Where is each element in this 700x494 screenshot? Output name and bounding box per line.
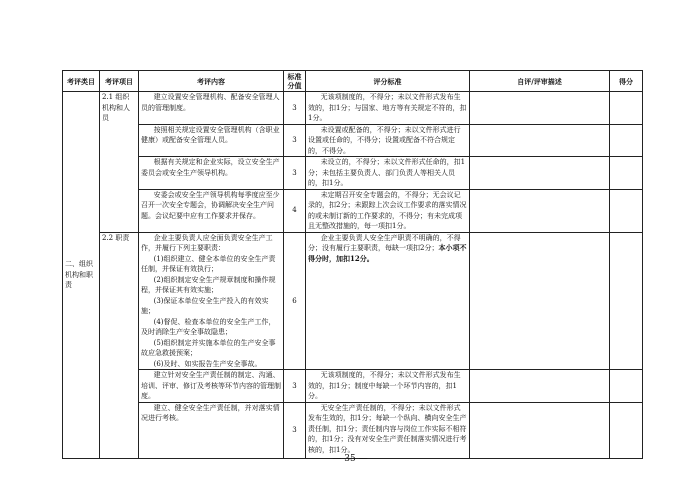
criteria-cell: 未设置或配备的，不得分；未以文件形式进行设置或任命的，不得分；设置或配备不符合规定的，不得分。	[306, 124, 470, 157]
points-cell[interactable]	[610, 92, 643, 125]
criteria-cell: 未定期召开安全专题会的，不得分；无会议记录的，扣2分；未跟踪上次会议工作要求的落实情况的或未制订新的工作要求的，不得分；有未完成项且无整改措施的，每一项扣1分。	[306, 189, 470, 232]
table-row	[63, 92, 643, 125]
score-cell: 3	[284, 370, 306, 403]
self-eval-cell[interactable]	[470, 92, 610, 125]
points-cell[interactable]	[610, 189, 643, 232]
self-eval-cell[interactable]	[470, 157, 610, 190]
score-cell: 3	[284, 402, 306, 458]
table-row	[63, 232, 643, 370]
header-self-eval: 自评/评审描述	[470, 71, 610, 92]
table-row	[63, 157, 643, 190]
content-line: (2)组织制定安全生产规章制度和操作规程，并保证其有效实施；	[141, 275, 276, 294]
content-cell: 安委会或安全生产领导机构每季度应至少召开一次安全专题会，协调解决安全生产问题。会议纪要中应有工作要求并保存。	[139, 189, 284, 232]
content-line: (4)督促、检查本单位的安全生产工作，及时消除生产安全事故隐患；	[141, 317, 276, 336]
header-score: 标准分值	[284, 71, 306, 92]
header-criteria: 评分标准	[306, 71, 470, 92]
self-eval-cell[interactable]	[470, 189, 610, 232]
content-line: 企业主要负责人应全面负责安全生产工作，并履行下列主要职责：	[141, 233, 273, 252]
content-cell: 建立设置安全管理机构、配备安全管理人员的管理制度。	[139, 92, 284, 125]
content-line: (1)组织建立、健全本单位的安全生产责任制，并保证有效执行；	[141, 254, 276, 273]
criteria-cell: 无该项制度的，不得分；未以文件形式发布生效的，扣1分；制度中每缺一个环节内容的，扣1分。	[306, 370, 470, 403]
score-cell: 6	[284, 232, 306, 370]
evaluation-sheet	[62, 70, 642, 459]
header-points: 得分	[610, 71, 643, 92]
self-eval-cell[interactable]	[470, 124, 610, 157]
page-number: — 35 —	[332, 454, 368, 464]
category-cell: 二、组织机构和职责	[63, 92, 100, 459]
content-line: (5)组织制定并实施本单位的生产安全事故应急救援预案；	[141, 338, 276, 357]
points-cell[interactable]	[610, 402, 643, 458]
score-cell: 3	[284, 92, 306, 125]
self-eval-cell[interactable]	[470, 402, 610, 458]
item-cell-2-2: 2.2 职责	[100, 232, 139, 458]
score-cell: 4	[284, 189, 306, 232]
table-row	[63, 189, 643, 232]
self-eval-cell[interactable]	[470, 232, 610, 370]
content-line: (6)及时、如实报告生产安全事故。	[153, 359, 262, 368]
content-cell: 按照相关规定设置安全管理机构（含职业健康）或配备安全管理人员。	[139, 124, 284, 157]
criteria-cell: 无该项制度的，不得分；未以文件形式发布生效的，扣1分；与国家、地方等有关规定不符的，扣1分。	[306, 92, 470, 125]
criteria-bold-text: 本小项不得分时，加扣12分。	[308, 243, 467, 263]
evaluation-table	[62, 70, 643, 459]
criteria-cell: 无安全生产责任制的，不得分；未以文件形式发布生效的，扣1分；每缺一个纵向、横向安全生产责任制，扣1分；责任制内容与岗位工作实际不相符的，扣1分；没有对安全生产责任制落实情况进行考核的，扣1分。	[306, 402, 470, 458]
table-row	[63, 370, 643, 403]
content-cell	[139, 232, 284, 370]
points-cell[interactable]	[610, 370, 643, 403]
criteria-text: 企业主要负责人安全生产职责不明确的，不得分；没有履行主要职责，每缺一项扣2分；	[308, 233, 461, 252]
item-cell-2-1: 2.1 组织机构和人员	[100, 92, 139, 233]
criteria-cell: 未设立的，不得分；未以文件形式任命的，扣1分；未包括主要负责人、部门负责人等相关人员的，扣1分。	[306, 157, 470, 190]
content-cell: 根据有关规定和企业实际，设立安全生产委员会或安全生产领导机构。	[139, 157, 284, 190]
content-cell: 建立针对安全生产责任制的制定、沟通、培训、评审、修订及考核等环节内容的管理制度。	[139, 370, 284, 403]
table-row	[63, 402, 643, 458]
table-row	[63, 124, 643, 157]
points-cell[interactable]	[610, 124, 643, 157]
content-cell: 建立、健全安全生产责任制，并对落实情况进行考核。	[139, 402, 284, 458]
criteria-cell	[306, 232, 470, 370]
score-cell: 3	[284, 157, 306, 190]
content-line: (3)保证本单位安全生产投入的有效实施；	[141, 296, 269, 315]
points-cell[interactable]	[610, 232, 643, 370]
self-eval-cell[interactable]	[470, 370, 610, 403]
header-row	[63, 71, 643, 92]
header-category: 考评类目	[63, 71, 100, 92]
header-content: 考评内容	[139, 71, 284, 92]
points-cell[interactable]	[610, 157, 643, 190]
score-cell: 3	[284, 124, 306, 157]
header-item: 考评项目	[100, 71, 139, 92]
